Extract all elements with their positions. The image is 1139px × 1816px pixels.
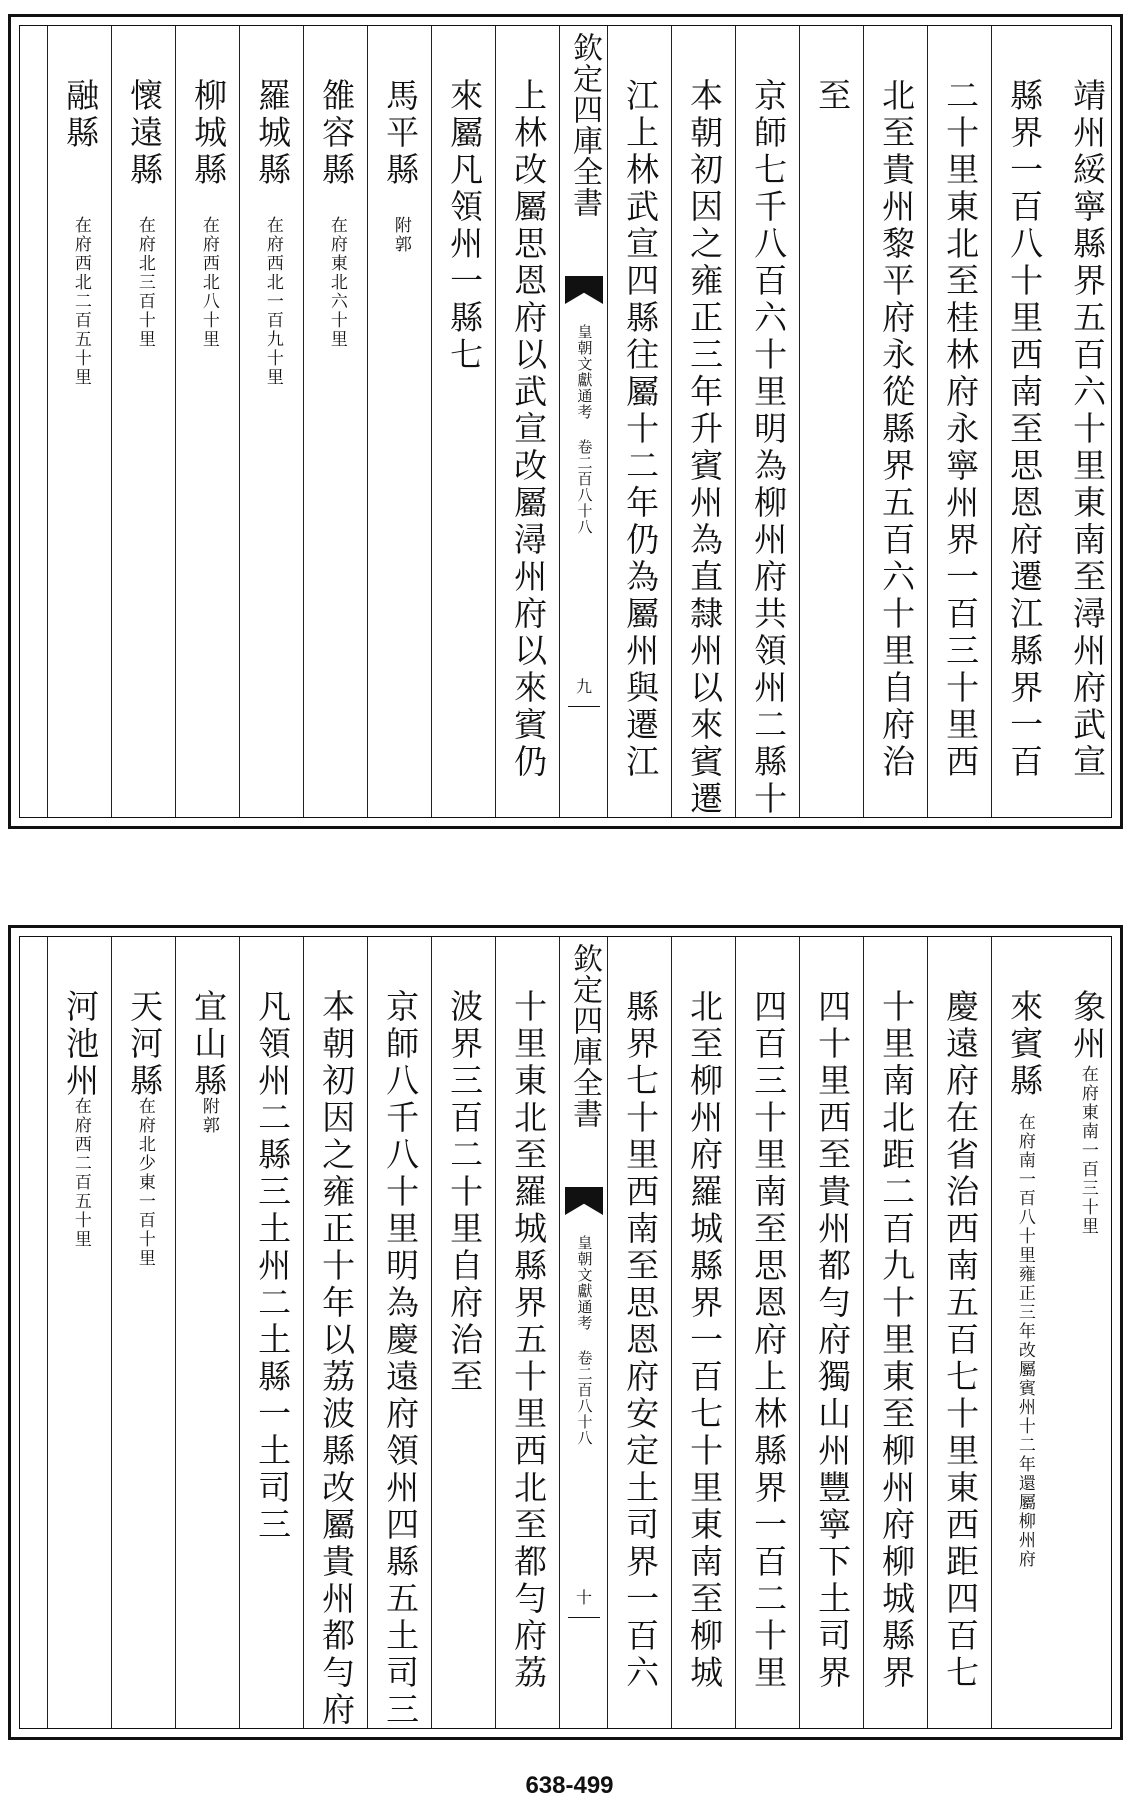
page-top <box>8 14 1123 829</box>
spine-column <box>559 937 608 1728</box>
text-column: 四百三十里南至思恩府上林縣界一百二十里 <box>735 937 800 1728</box>
text-column: 縣界一百八十里西南至思恩府遷江縣界一百 <box>991 26 1056 817</box>
text-column: 京師七千八百六十里明為柳州府共領州二縣十 <box>735 26 800 817</box>
text-column: 十里東北至羅城縣界五十里西北至都勻府荔 <box>495 937 560 1728</box>
text-column: 羅城縣 在府西北一百九十里 <box>239 26 304 817</box>
text-column: 懷遠縣 在府北三百十里 <box>111 26 176 817</box>
text-column: 至 <box>799 26 864 817</box>
text-column: 靖州綏寧縣界五百六十里東南至潯州府武宣 <box>1068 78 1108 781</box>
text-column: 四十里西至貴州都勻府獨山州豐寧下土司界 <box>799 937 864 1728</box>
text-column: 波界三百二十里自府治至 <box>431 937 496 1728</box>
text-column: 天河縣 在府北少東一百十里 <box>111 937 176 1728</box>
page-number: 638-499 <box>525 1772 614 1799</box>
text-column: 來屬凡領州一縣七 <box>431 26 496 817</box>
text-column: 柳城縣 在府西北八十里 <box>175 26 240 817</box>
volume-title: 皇朝文獻通考 卷二百八十八 <box>575 324 594 535</box>
book-title: 欽定四庫全書 <box>567 943 602 1129</box>
page-bottom <box>8 925 1123 1740</box>
text-column: 雒容縣 在府東北六十里 <box>303 26 368 817</box>
text-column: 二十里東北至桂林府永寧州界一百三十里西 <box>927 26 992 817</box>
folio-number: 九 <box>575 677 593 696</box>
folio-rule <box>568 706 600 707</box>
folio-rule <box>568 1617 600 1618</box>
text-column: 京師八千八十里明為慶遠府領州四縣五土司三 <box>367 937 432 1728</box>
text-column: 北至貴州黎平府永從縣界五百六十里自府治 <box>863 26 928 817</box>
text-column: 本朝初因之雍正三年升賓州為直隸州以來賓遷 <box>671 26 736 817</box>
fishtail-ornament <box>565 1187 603 1215</box>
text-column: 縣界七十里西南至思恩府安定土司界一百六 <box>607 937 672 1728</box>
text-column: 河池州 在府西二百五十里 <box>47 937 112 1728</box>
page-top-frame <box>19 25 1112 818</box>
spine-column <box>559 26 608 817</box>
text-column: 象州 在府東南一百三十里 <box>1068 989 1108 1236</box>
text-column: 融縣 在府西北二百五十里 <box>47 26 112 817</box>
text-column: 北至柳州府羅城縣界一百七十里東南至柳城 <box>671 937 736 1728</box>
text-column: 本朝初因之雍正十年以荔波縣改屬貴州都勻府 <box>303 937 368 1728</box>
text-column: 來賓縣 在府南一百八十里雍正三年改屬賓州十二年還屬柳州府 <box>991 937 1056 1728</box>
folio-number: 十 <box>575 1588 593 1607</box>
text-column: 馬平縣 附郭 <box>367 26 432 817</box>
book-title: 欽定四庫全書 <box>567 32 602 218</box>
fishtail-ornament <box>565 276 603 304</box>
text-column: 上林改屬思恩府以武宣改屬潯州府以來賓仍 <box>495 26 560 817</box>
text-column: 江上林武宣四縣往屬十二年仍為屬州與遷江 <box>607 26 672 817</box>
volume-title: 皇朝文獻通考 卷二百八十八 <box>575 1235 594 1446</box>
text-column: 慶遠府在省治西南五百七十里東西距四百七 <box>927 937 992 1728</box>
text-column: 十里南北距二百九十里東至柳州府柳城縣界 <box>863 937 928 1728</box>
text-column: 凡領州二縣三土州二土縣一土司三 <box>239 937 304 1728</box>
page-bottom-frame <box>19 936 1112 1729</box>
text-column: 宜山縣 附郭 <box>175 937 240 1728</box>
